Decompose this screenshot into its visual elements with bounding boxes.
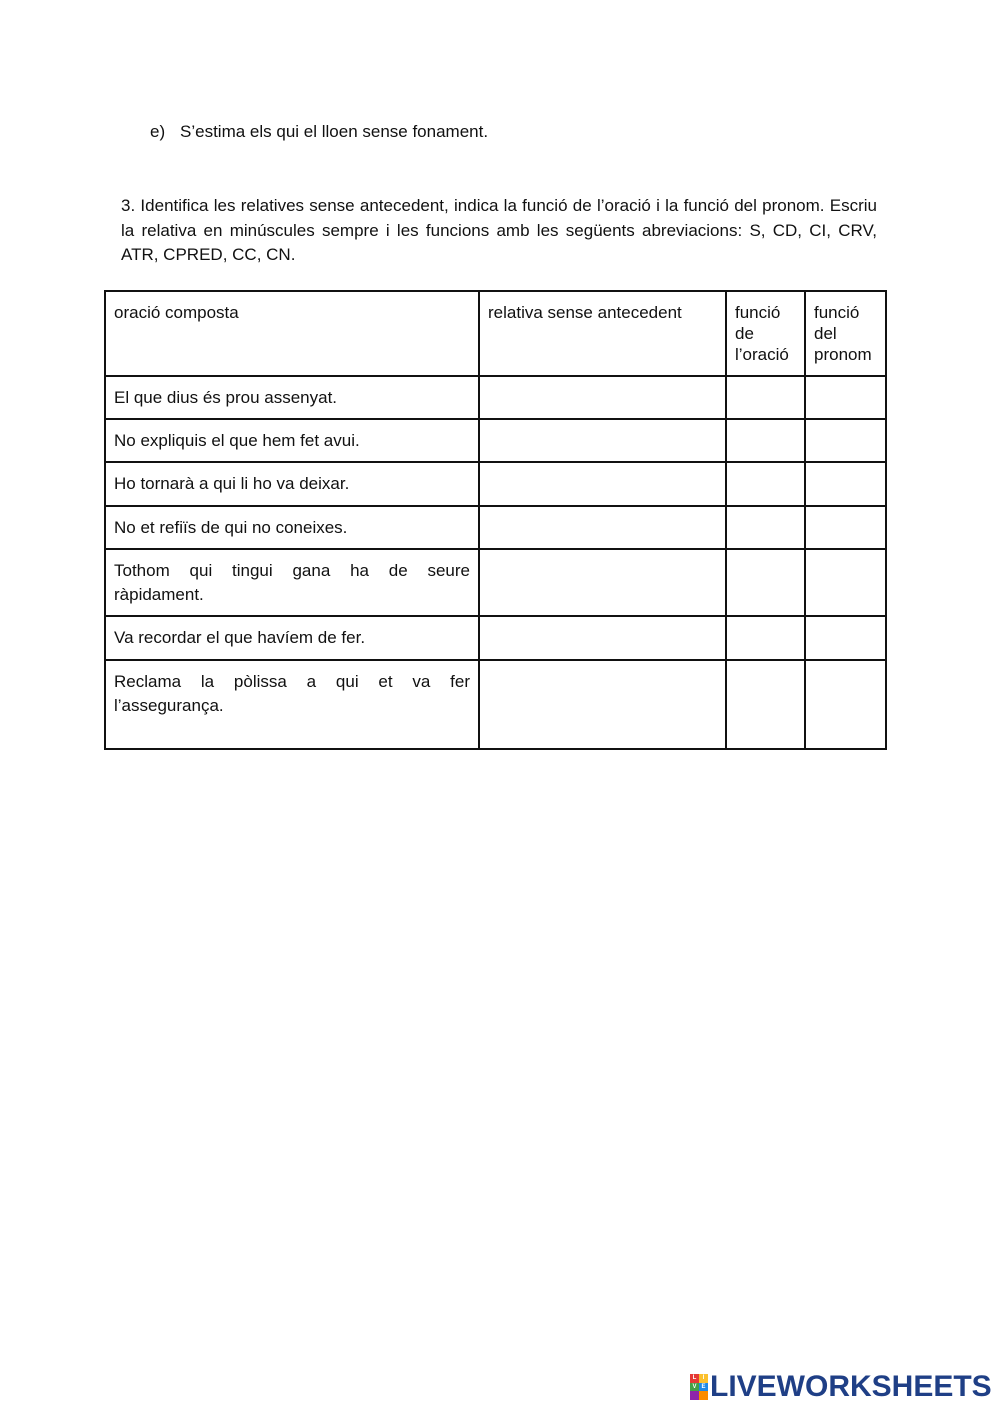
table-row [105,549,886,616]
clause-function-answer-cell[interactable] [726,506,805,549]
table-row [105,506,886,549]
relative-answer-cell[interactable] [479,419,726,462]
table-row [105,616,886,660]
relative-answer-cell[interactable] [479,506,726,549]
logo-square: V [690,1383,699,1392]
list-marker: e) [150,122,166,141]
logo-square: I [699,1374,708,1383]
exercise-3-instructions: 3. Identifica les relatives sense antecedent, indica la funció de l’oració i la funció del pronom. Escriu la relativa en minúscules sempre i les funcions amb les següents abreviacions: S, CD, CI, CRV, ATR, CPRED, CC, CN. [121,196,877,264]
pronoun-function-answer-cell[interactable] [805,419,886,462]
logo-square: L [690,1374,699,1383]
relative-answer-cell[interactable] [479,549,726,616]
table-row [105,419,886,462]
table-row [105,376,886,419]
pronoun-function-answer-cell[interactable] [805,549,886,616]
header-pronoun-function: funció del pronom [805,291,886,376]
sentence-cell: No expliquis el que hem fet avui. [105,419,479,462]
exercise-e-sentence: S’estima els qui el lloen sense fonament. [180,122,489,141]
sentence-cell: No et refiïs de qui no coneixes. [105,506,479,549]
relative-answer-cell[interactable] [479,376,726,419]
answer-table [104,290,887,750]
clause-function-answer-cell[interactable] [726,549,805,616]
logo-square [699,1391,708,1400]
header-compound-sentence: oració composta [105,291,479,376]
pronoun-function-answer-cell[interactable] [805,660,886,749]
header-relative-clause: relativa sense antecedent [479,291,726,376]
header-clause-function: funció de l’oració [726,291,805,376]
table-header-row [105,291,886,376]
exercise-e-item [150,121,488,143]
clause-function-answer-cell[interactable] [726,462,805,506]
pronoun-function-answer-cell[interactable] [805,616,886,660]
clause-function-answer-cell[interactable] [726,419,805,462]
sentence-cell: Reclama la pòlissa a qui et va fer l’assegurança. [105,660,479,749]
relative-answer-cell[interactable] [479,660,726,749]
clause-function-answer-cell[interactable] [726,660,805,749]
sentence-cell: El que dius és prou assenyat. [105,376,479,419]
liveworksheets-brand [690,1372,992,1402]
liveworksheets-logo-icon [690,1374,708,1400]
pronoun-function-answer-cell[interactable] [805,506,886,549]
clause-function-answer-cell[interactable] [726,376,805,419]
logo-square: E [699,1383,708,1392]
clause-function-answer-cell[interactable] [726,616,805,660]
table-row [105,462,886,506]
sentence-cell: Tothom qui tingui gana ha de seure ràpidament. [105,549,479,616]
table-row [105,660,886,749]
relative-answer-cell[interactable] [479,462,726,506]
logo-square [690,1391,699,1400]
relative-answer-cell[interactable] [479,616,726,660]
pronoun-function-answer-cell[interactable] [805,376,886,419]
sentence-cell: Ho tornarà a qui li ho va deixar. [105,462,479,506]
sentence-cell: Va recordar el que havíem de fer. [105,616,479,660]
pronoun-function-answer-cell[interactable] [805,462,886,506]
brand-name: LIVEWORKSHEETS [710,1370,992,1403]
